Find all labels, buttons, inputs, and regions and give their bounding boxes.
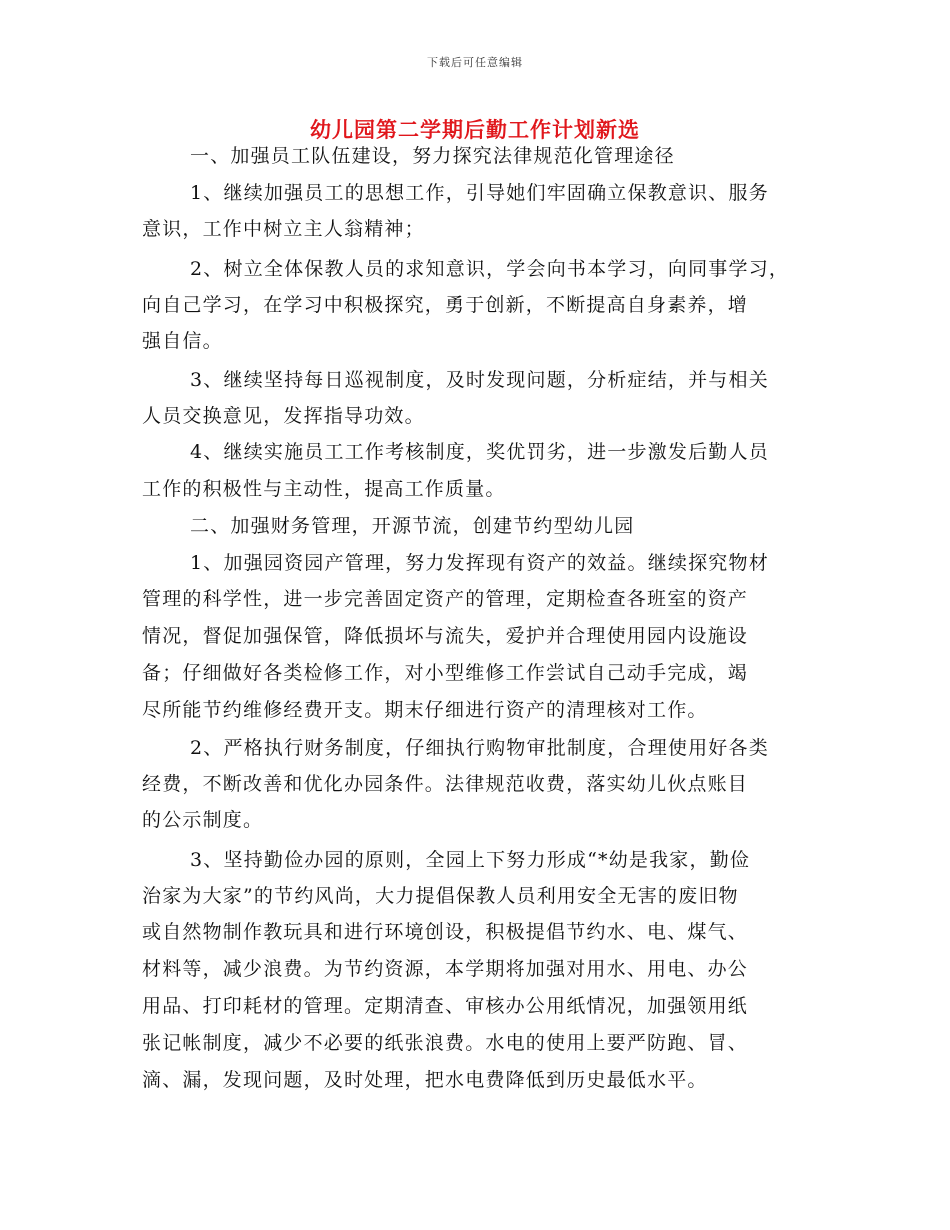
paragraph-line: 工作的积极性与主动性，提高工作质量。 (142, 478, 506, 500)
paragraph-line: 情况，督促加强保管，降低损坏与流失，爱护并合理使用园内设施设 (142, 625, 749, 647)
paragraph-line: 滴、漏，发现问题，及时处理，把水电费降低到历史最低水平。 (142, 1069, 708, 1091)
paragraph-line: 3、坚持勤俭办园的原则，全园上下努力形成“*幼是我家，勤俭 (190, 849, 751, 871)
paragraph-line: 用品、打印耗材的管理。定期清查、审核办公用纸情况，加强领用纸 (142, 995, 749, 1017)
paragraph-line: 材料等，减少浪费。为节约资源，本学期将加强对用水、用电、办公 (142, 958, 749, 980)
paragraph-line: 经费，不断改善和优化办园条件。法律规范收费，落实幼儿伙点账目 (142, 773, 749, 795)
section-heading-1: 一、加强员工队伍建设，努力探究法律规范化管理途径 (190, 145, 675, 167)
paragraph-line: 2、树立全体保教人员的求知意识，学会向书本学习，向同事学习， (190, 258, 790, 280)
paragraph-line: 治家为大家”的节约风尚，大力提倡保教人员利用安全无害的废旧物 (142, 885, 739, 907)
paragraph-line: 的公示制度。 (142, 809, 264, 831)
paragraph-line: 人员交换意见，发挥指导功效。 (142, 405, 425, 427)
paragraph-line: 4、继续实施员工工作考核制度，奖优罚劣，进一步激发后勤人员 (190, 441, 769, 463)
section-heading-2: 二、加强财务管理，开源节流，创建节约型幼儿园 (190, 515, 635, 537)
paragraph-line: 2、严格执行财务制度，仔细执行购物审批制度，合理使用好各类 (190, 737, 769, 759)
paragraph-line: 意识，工作中树立主人翁精神； (142, 218, 425, 240)
paragraph-line: 备；仔细做好各类检修工作，对小型维修工作尝试自己动手完成，竭 (142, 662, 749, 684)
paragraph-line: 3、继续坚持每日巡视制度，及时发现问题，分析症结，并与相关 (190, 369, 769, 391)
paragraph-line: 或自然物制作教玩具和进行环境创设，积极提倡节约水、电、煤气、 (142, 921, 749, 943)
page-header: 下载后可任意编辑 (427, 56, 523, 69)
paragraph-line: 管理的科学性，进一步完善固定资产的管理，定期检查各班室的资产 (142, 588, 749, 610)
paragraph-line: 张记帐制度，减少不必要的纸张浪费。水电的使用上要严防跑、冒、 (142, 1032, 749, 1054)
paragraph-line: 向自己学习，在学习中积极探究，勇于创新，不断提高自身素养，增 (142, 294, 749, 316)
paragraph-line: 尽所能节约维修经费开支。期末仔细进行资产的清理核对工作。 (142, 699, 708, 721)
paragraph-line: 1、加强园资园产管理，努力发挥现有资产的效益。继续探究物材 (190, 552, 769, 574)
paragraph-line: 强自信。 (142, 330, 223, 352)
document-title: 幼儿园第二学期后勤工作计划新选 (310, 118, 640, 142)
paragraph-line: 1、继续加强员工的思想工作，引导她们牢固确立保教意识、服务 (190, 182, 769, 204)
